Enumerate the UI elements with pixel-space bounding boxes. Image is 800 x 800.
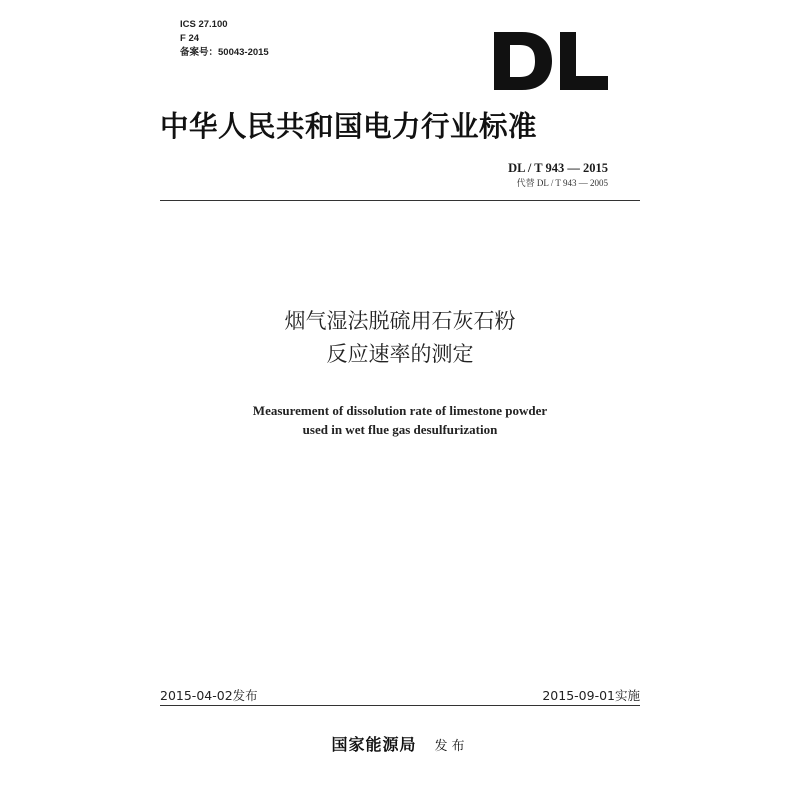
issue-action: 发布 xyxy=(434,739,469,754)
document-metadata xyxy=(180,18,269,60)
organization-title: 中华人民共和国电力行业标准 xyxy=(160,110,538,143)
chinese-title-line-2: 反应速率的测定 xyxy=(326,342,474,366)
chinese-title xyxy=(160,305,640,371)
header-divider xyxy=(160,200,640,201)
filing-number: 备案号：50043-2015 xyxy=(180,47,269,58)
english-title-line-1: Measurement of dissolution rate of limestone powder xyxy=(252,403,548,418)
issuer-name: 国家能源局 xyxy=(331,735,417,754)
ics-code: ICS 27.100 xyxy=(180,19,228,30)
chinese-title-line-1: 烟气湿法脱硫用石灰石粉 xyxy=(284,309,516,333)
implementation-date: 2015-09-01实施 xyxy=(542,688,640,703)
standard-number: DL / T 943 — 2015 xyxy=(508,161,608,175)
dl-logo-letter-d xyxy=(494,32,552,90)
footer-divider xyxy=(160,705,640,706)
issue-date: 2015-04-02发布 xyxy=(160,688,258,703)
dl-logo xyxy=(492,30,610,92)
replaces-standard: 代替 DL / T 943 — 2005 xyxy=(516,178,608,188)
english-title-line-2: used in wet flue gas desulfurization xyxy=(302,422,498,437)
ccs-code: F 24 xyxy=(180,33,200,44)
english-title xyxy=(160,401,640,439)
issuer-line xyxy=(160,732,640,755)
dl-logo-letter-l xyxy=(560,32,608,90)
